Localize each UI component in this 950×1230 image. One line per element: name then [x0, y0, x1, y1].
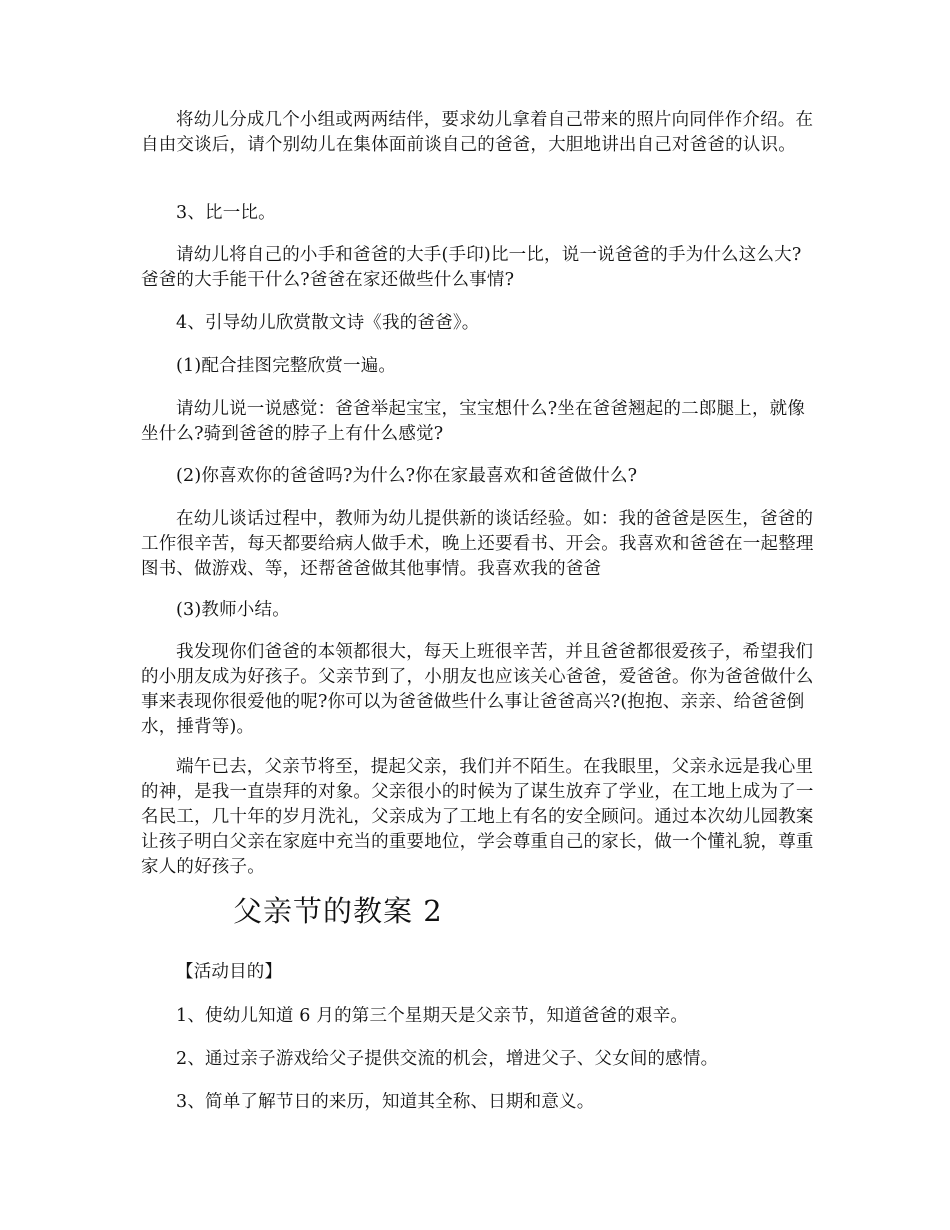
paragraph-grouping-intro: 将幼儿分成几个小组或两两结伴，要求幼儿拿着自己带来的照片向同伴作介绍。在自由交谈后，请个别幼儿在集体面前谈自己的爸爸，大胆地讲出自己对爸爸的认识。	[141, 110, 814, 155]
paragraph-compare-hands: 请幼儿将自己的小手和爸爸的大手(手印)比一比，说一说爸爸的手为什么这么大?爸爸的大手能干什么?爸爸在家还做些什么事情?	[141, 245, 802, 290]
purpose-item-3: 3、简单了解节日的来历，知道其全称、日期和意义。	[176, 1092, 595, 1112]
substep-3: (3)教师小结。	[176, 600, 290, 620]
paragraph-feelings: 请幼儿说一说感觉：爸爸举起宝宝，宝宝想什么?坐在爸爸翘起的二郎腿上，就像坐什么?骑到爸爸的脖子上有什么感觉?	[141, 399, 806, 444]
step-3-heading: 3、比一比。	[176, 203, 276, 223]
substep-2: (2)你喜欢你的爸爸吗?为什么?你在家最喜欢和爸爸做什么?	[176, 466, 638, 486]
substep-1: (1)配合挂图完整欣赏一遍。	[176, 356, 397, 376]
section-heading: 父亲节的教案 2	[233, 894, 443, 928]
purpose-item-2: 2、通过亲子游戏给父子提供交流的机会，增进父子、父女间的感情。	[176, 1049, 719, 1069]
activity-purpose-label: 【活动目的】	[176, 962, 283, 982]
paragraph-teacher-summary: 我发现你们爸爸的本领都很大，每天上班很辛苦，并且爸爸都很爱孩子，希望我们的小朋友成为好孩子。父亲节到了，小朋友也应该关心爸爸，爱爸爸。你为爸爸做什么事来表现你很爱他的呢?你可以为爸爸做些什么事让爸爸高兴?(抱抱、亲亲、给爸爸倒水，捶背等)。	[141, 642, 814, 737]
paragraph-reflection: 端午已去，父亲节将至，提起父亲，我们并不陌生。在我眼里，父亲永远是我心里的神，是我一直崇拜的对象。父亲很小的时候为了谋生放弃了学业，在工地上成为了一名民工，几十年的岁月洗礼，父亲成为了工地上有名的安全顾问。通过本次幼儿园教案让孩子明白父亲在家庭中充当的重要地位，学会尊重自己的家长，做一个懂礼貌，尊重家人的好孩子。	[141, 757, 814, 877]
purpose-item-1: 1、使幼儿知道 6 月的第三个星期天是父亲节，知道爸爸的艰辛。	[176, 1006, 689, 1026]
paragraph-talk-experience: 在幼儿谈话过程中，教师为幼儿提供新的谈话经验。如：我的爸爸是医生，爸爸的工作很辛苦，每天都要给病人做手术，晚上还要看书、开会。我喜欢和爸爸在一起整理图书、做游戏、等，还帮爸爸做其他事情。我喜欢我的爸爸	[141, 509, 814, 579]
step-4-heading: 4、引导幼儿欣赏散文诗《我的爸爸》。	[176, 313, 480, 333]
